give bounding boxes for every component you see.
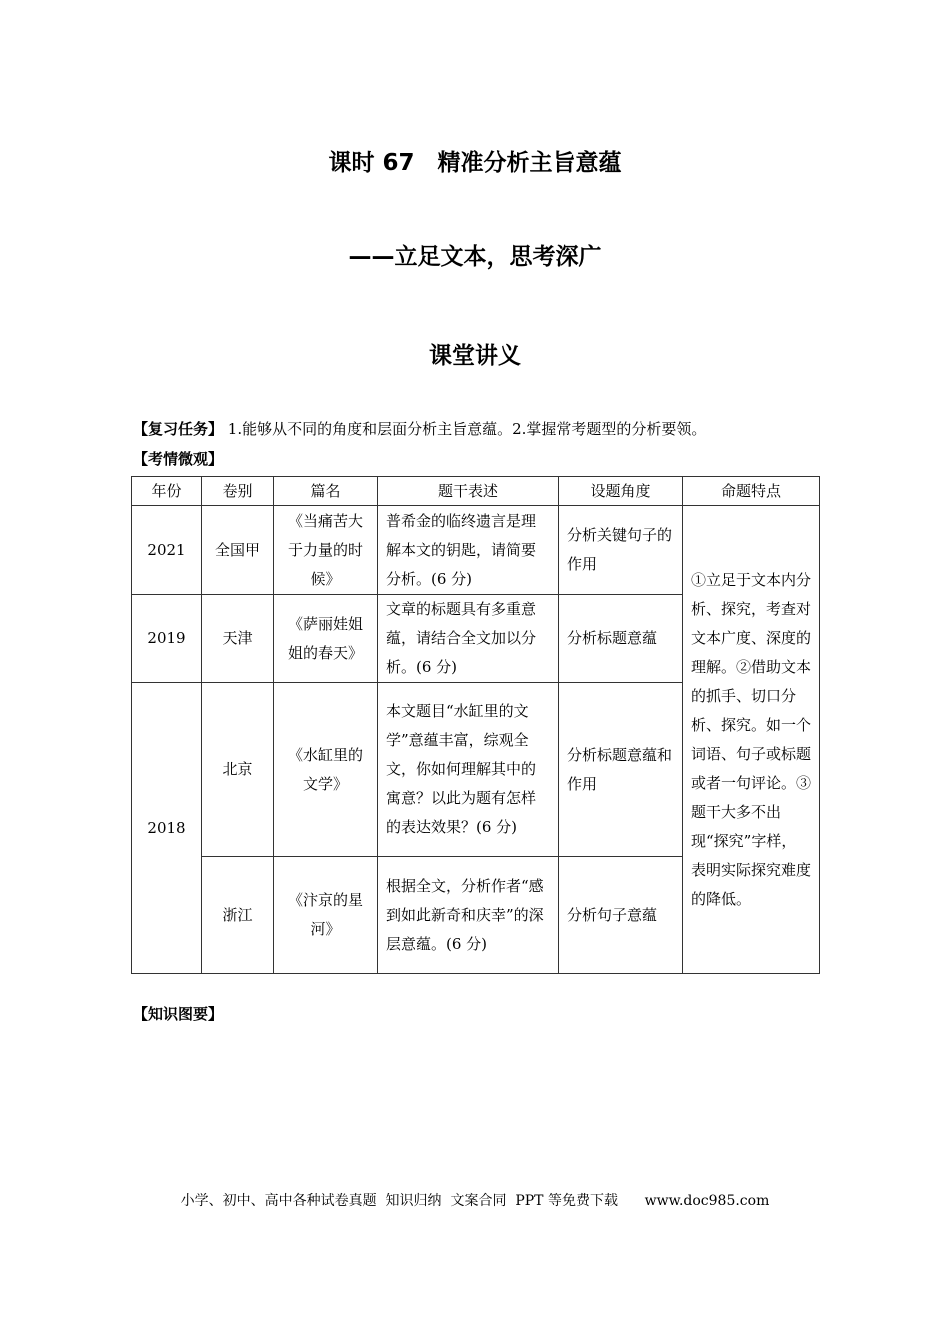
column-header: 年份	[132, 477, 202, 506]
column-header: 题干表述	[378, 477, 559, 506]
table-row	[132, 506, 820, 595]
angle-cell: 分析标题意蕴和作用	[559, 683, 683, 857]
paper-cell: 天津	[202, 595, 274, 683]
lesson-title: 课时 67 精准分析主旨意蕴	[328, 150, 622, 176]
exam-overview-table	[131, 476, 820, 974]
page-footer: 小学、初中、高中各种试卷真题 知识归纳 文案合同 PPT 等免费下载 www.doc985.com	[180, 1193, 770, 1209]
table-header-row	[132, 477, 820, 506]
question-cell: 普希金的临终遗言是理解本文的钥匙，请简要分析。(6 分)	[378, 506, 559, 595]
angle-cell: 分析关键句子的作用	[559, 506, 683, 595]
article-title-cell: 《萨丽娃姐姐的春天》	[274, 595, 378, 683]
column-header: 命题特点	[683, 477, 820, 506]
angle-cell: 分析标题意蕴	[559, 595, 683, 683]
knowledge-map-label: 【知识图要】	[133, 1005, 224, 1023]
review-task-label: 【复习任务】	[133, 420, 224, 438]
paper-cell: 浙江	[202, 857, 274, 974]
paper-cell: 全国甲	[202, 506, 274, 595]
question-cell: 根据全文，分析作者“感到如此新奇和庆幸”的深层意蕴。(6 分)	[378, 857, 559, 974]
section-title: 课堂讲义	[429, 343, 521, 369]
features-cell: ①立足于文本内分析、探究，考查对文本广度、深度的理解。②借助文本的抓手、切口分析、探究。如一个词语、句子或标题或者一句评论。③题干大多不出现“探究”字样，表明实际探究难度的降低。	[683, 506, 820, 974]
article-title-cell: 《水缸里的文学》	[274, 683, 378, 857]
article-title-cell: 《汴京的星河》	[274, 857, 378, 974]
year-cell: 2018	[132, 683, 202, 974]
review-task-text: 1.能够从不同的角度和层面分析主旨意蕴。2.掌握常考题型的分析要领。	[227, 420, 707, 438]
exam-overview-label: 【考情微观】	[133, 450, 224, 468]
lesson-subtitle: ——立足文本，思考深广	[348, 244, 602, 270]
question-cell: 文章的标题具有多重意蕴，请结合全文加以分析。(6 分)	[378, 595, 559, 683]
angle-cell: 分析句子意蕴	[559, 857, 683, 974]
year-cell: 2019	[132, 595, 202, 683]
article-title-cell: 《当痛苦大于力量的时候》	[274, 506, 378, 595]
column-header: 卷别	[202, 477, 274, 506]
question-cell: 本文题目“水缸里的文学”意蕴丰富，综观全文，你如何理解其中的寓意？以此为题有怎样的表达效果？(6 分)	[378, 683, 559, 857]
paper-cell: 北京	[202, 683, 274, 857]
column-header: 设题角度	[559, 477, 683, 506]
column-header: 篇名	[274, 477, 378, 506]
year-cell: 2021	[132, 506, 202, 595]
review-task	[133, 418, 706, 439]
